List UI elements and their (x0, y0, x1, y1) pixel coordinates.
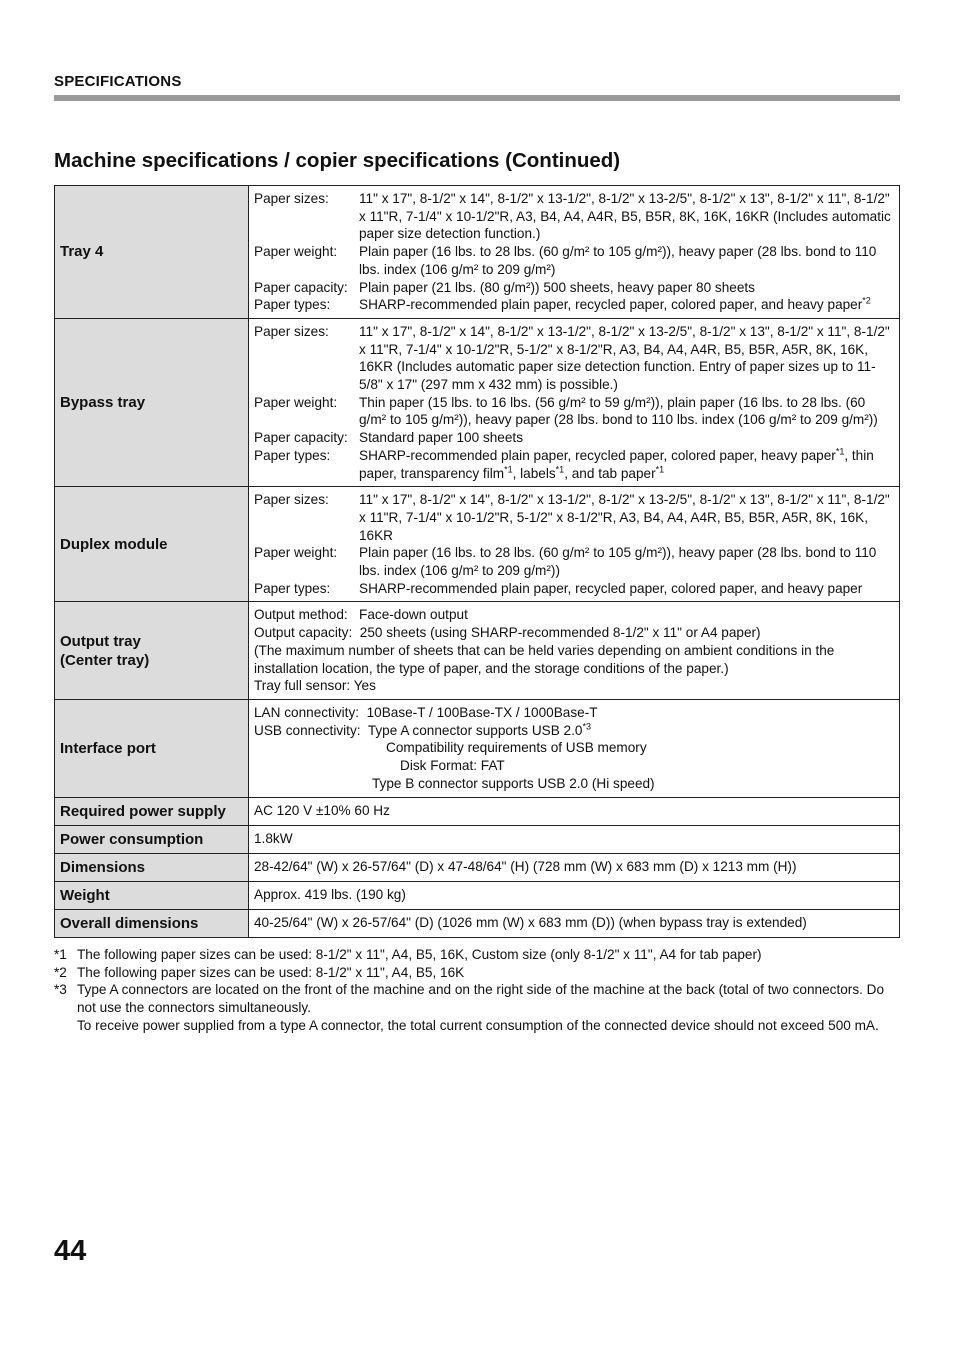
field-line: Output method: Face-down output (254, 607, 468, 623)
row-label: Duplex module (55, 487, 249, 602)
footnote-mark: *3 (54, 982, 67, 998)
table-row (55, 853, 900, 881)
field-line: LAN connectivity: 10Base-T / 100Base-TX / 1000Base-T (254, 704, 598, 720)
footnote-ref: *1 (835, 446, 845, 457)
row-label: Interface port (55, 699, 249, 797)
table-row (55, 797, 900, 825)
table-row (55, 186, 900, 319)
row-label-line: Output tray (60, 632, 141, 650)
row-value: 1.8kW (249, 825, 900, 853)
row-value (249, 318, 900, 486)
field-line: (The maximum number of sheets that can be held varies depending on ambient conditions in the installation location, the type of paper, and the storage conditions of the paper.) (254, 642, 835, 676)
footnote (54, 964, 900, 982)
field-line: Disk Format: FAT (400, 758, 505, 774)
footnote (54, 981, 900, 1034)
field-value: , labels (512, 465, 556, 481)
row-label: Power consumption (55, 825, 249, 853)
row-value: 28-42/64" (W) x 26-57/64" (D) x 47-48/64" (H) (728 mm (W) x 683 mm (D) x 1213 mm (H)) (249, 853, 900, 881)
footnotes (54, 946, 900, 1035)
field-value: Standard paper 100 sheets (359, 430, 524, 446)
row-label: Bypass tray (55, 318, 249, 486)
footnote-text: The following paper sizes can be used: 8-1/2" x 11", A4, B5, 16K (77, 964, 465, 980)
field-key: Paper sizes: (254, 191, 329, 206)
field-key: Paper capacity: (254, 279, 348, 295)
page-number: 44 (54, 1235, 87, 1267)
footnote-mark: *1 (54, 947, 67, 962)
row-value (249, 602, 900, 700)
field-value: 11" x 17", 8-1/2" x 14", 8-1/2" x 13-1/2", 8-1/2" x 13-2/5", 8-1/2" x 13", 8-1/2" x 11", 8-1/2" x 11"R, 7-1/4" x 10-1/2"R, A3, B4, A4, A4R, B5, B5R, 8K, 16K, 16KR (Includes automatic paper size detection function.) (359, 191, 891, 242)
field-value: 11" x 17", 8-1/2" x 14", 8-1/2" x 13-1/2", 8-1/2" x 13-2/5", 8-1/2" x 13", 8-1/2" x 11", 8-1/2" x 11"R, 7-1/4" x 10-1/2"R, 5-1/2" x 8-1/2"R, A3, B4, A4, A4R, B5, B5R, A5R, 8K, 16K, 16KR (359, 492, 890, 543)
field-line: Type B connector supports USB 2.0 (Hi speed) (372, 775, 655, 791)
field-key: Paper weight: (254, 394, 338, 410)
row-label: Weight (55, 881, 249, 909)
row-label: Overall dimensions (55, 909, 249, 937)
field-line: USB connectivity: Type A connector supports USB 2.0 (254, 722, 583, 738)
field-key: Paper sizes: (254, 323, 329, 339)
field-value: SHARP-recommended plain paper, recycled paper, colored paper, and heavy paper (359, 580, 863, 596)
field-value: , thin paper, transparency film (359, 447, 874, 481)
row-label-line: (Center tray) (60, 651, 150, 669)
field-value: Thin paper (15 lbs. to 16 lbs. (56 g/m² to 59 g/m²)), plain paper (16 lbs. to 28 lbs. (60 g/m² to 105 g/m²)), heavy paper (28 lbs. bond to 110 lbs. index (106 g/m² to 209 g/m²)) (359, 394, 878, 428)
row-label: Dimensions (55, 853, 249, 881)
footnote-mark: *2 (54, 964, 67, 980)
footnote-text: Type A connectors are located on the front of the machine and on the right side of the machine at the back (total of two connectors. Do not use the connectors simultaneously. (77, 982, 885, 1016)
table-row (55, 318, 900, 486)
table-row (55, 699, 900, 797)
field-line: Tray full sensor: Yes (254, 678, 376, 694)
field-key: Paper types: (254, 297, 331, 313)
table-row (55, 881, 900, 909)
row-label: Tray 4 (55, 186, 249, 319)
spec-table (54, 185, 900, 938)
field-line: Output capacity: 250 sheets (using SHARP-recommended 8-1/2" x 11" or A4 paper) (254, 625, 761, 641)
field-value: SHARP-recommended plain paper, recycled paper, colored paper, heavy paper (359, 447, 836, 463)
row-value: 40-25/64" (W) x 26-57/64" (D) (1026 mm (W) x 683 mm (D)) (when bypass tray is extended) (249, 909, 900, 937)
row-value: AC 120 V ±10% 60 Hz (249, 797, 900, 825)
row-label (55, 602, 249, 700)
field-key: Paper sizes: (254, 492, 329, 508)
field-key: Paper weight: (254, 244, 338, 260)
page-title: Machine specifications / copier specifications (Continued) (54, 149, 621, 172)
footnote-ref: *1 (655, 464, 665, 475)
field-value: SHARP-recommended plain paper, recycled paper, colored paper, and heavy paper (359, 297, 863, 313)
field-key: Paper types: (254, 580, 331, 596)
field-key: Paper types: (254, 447, 331, 463)
row-label: Required power supply (55, 797, 249, 825)
field-value: , and tab paper (564, 465, 656, 481)
table-row (55, 909, 900, 937)
header-rule (54, 95, 900, 101)
row-value (249, 186, 900, 319)
row-value (249, 487, 900, 602)
footnote-ref: *1 (555, 464, 565, 475)
footnote-text: The following paper sizes can be used: 8-1/2" x 11", A4, B5, 16K, Custom size (only 8-1/2" x 11", A4 for tab paper) (77, 947, 762, 962)
footnote-ref: *3 (582, 721, 591, 732)
footnote-ref: *2 (862, 295, 871, 306)
footnote-ref: *1 (504, 464, 513, 475)
table-row (55, 602, 900, 700)
row-value: Approx. 419 lbs. (190 kg) (249, 881, 900, 909)
table-row (55, 487, 900, 602)
field-key: Paper weight: (254, 545, 338, 561)
field-value: 11" x 17", 8-1/2" x 14", 8-1/2" x 13-1/2", 8-1/2" x 13-2/5", 8-1/2" x 13", 8-1/2" x 11", 8-1/2" x 11"R, 7-1/4" x 10-1/2"R, 5-1/2" x 8-1/2"R, A3, B4, A4, A4R, B5, B5R, A5R, 8K, 16K, 16KR (Includes automatic paper size detection function. Entry of paper sizes up to 11-5/8" x 17" (297 mm x 432 mm) is possible.) (359, 323, 890, 393)
field-key: Paper capacity: (254, 430, 348, 446)
footnote-text: To receive power supplied from a type A connector, the total current consumption of the connected device should not exceed 500 mA. (77, 1017, 879, 1033)
field-value: Plain paper (16 lbs. to 28 lbs. (60 g/m² to 105 g/m²)), heavy paper (28 lbs. bond to 110 lbs. index (106 g/m² to 209 g/m²) (359, 244, 877, 277)
table-row (55, 825, 900, 853)
field-value: Plain paper (21 lbs. (80 g/m²)) 500 sheets, heavy paper 80 sheets (359, 279, 755, 295)
section-header: SPECIFICATIONS (54, 73, 182, 90)
field-line: Compatibility requirements of USB memory (386, 740, 647, 756)
field-value: Plain paper (16 lbs. to 28 lbs. (60 g/m² to 105 g/m²)), heavy paper (28 lbs. bond to 110 lbs. index (106 g/m² to 209 g/m²)) (359, 545, 877, 579)
row-value (249, 699, 900, 797)
footnote (54, 946, 900, 964)
